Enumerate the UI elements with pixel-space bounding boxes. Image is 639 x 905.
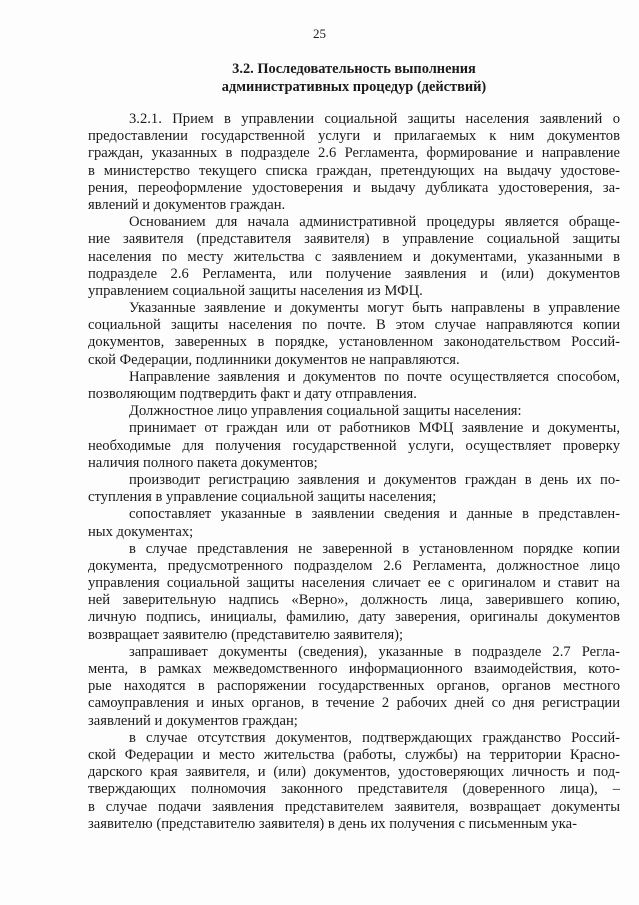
text-line: в случае представления не заверенной в установленном порядке копии — [129, 540, 620, 557]
body-text — [88, 111, 620, 833]
paragraph — [88, 300, 620, 369]
text-line: в случае отсутствия документов, подтверждающих гражданство Россий- — [129, 729, 620, 746]
section-heading — [88, 60, 620, 96]
text-line: социальной защиты населения по почте. В этом случае направляются копии — [88, 317, 620, 334]
text-line: производит регистрацию заявления и документов граждан в день их по- — [129, 471, 620, 488]
text-line: подразделе 2.6 Регламента, или получение заявления и (или) документов — [88, 265, 620, 282]
text-line: принимает от граждан или от работников МФЦ заявление и документы, — [129, 420, 620, 437]
text-line: 3.2.1. Прием в управлении социальной защиты населения заявлений о — [129, 111, 620, 127]
paragraph — [88, 369, 620, 403]
text-line: рые находятся в распоряжении государственных органов, органов местного — [88, 678, 620, 695]
text-line: ней заверительную надпись «Верно», должность лица, заверившего копию, — [88, 592, 620, 609]
paragraph — [88, 420, 620, 472]
text-line: ской Федерации и место жительства (работы, службы) на территории Красно- — [88, 746, 620, 763]
section-heading-line: 3.2. Последовательность выполнения — [232, 61, 476, 77]
text-line: предоставлении государственной услуги и прилагаемых к ним документов — [88, 128, 620, 145]
paragraph — [88, 111, 620, 214]
text-line: необходимые для получения государственной услуги, осуществляет проверку — [88, 437, 620, 454]
text-line: тверждающих полномочия законного представителя (доверенного лица), – — [88, 781, 620, 798]
paragraph — [88, 472, 620, 506]
text-line: сопоставляет указанные в заявлении сведения и данные в представлен- — [129, 506, 620, 523]
text-line: мента, в рамках межведомственного информационного взаимодействия, кото- — [88, 661, 620, 677]
text-line: личную подпись, инициалы, фамилию, дату заверения, оригиналы документов — [88, 609, 620, 626]
text-line: возвращает заявителю (представителю заявителя); — [88, 626, 404, 643]
text-line: граждан, указанных в подразделе 2.6 Регламента, формирование и направление — [88, 145, 620, 162]
text-line: наличия полного пакета документов; — [88, 454, 318, 471]
text-line: дарского края заявителя, и (или) документов, удостоверяющих личность и под- — [88, 764, 620, 781]
paragraph — [88, 506, 620, 540]
text-line: ных документах; — [88, 523, 194, 540]
text-line: управления социальной защиты населения сличает ее с оригиналом и ставит на — [88, 575, 620, 592]
text-line: населения по месту жительства с заявлением и документами, указанными в — [88, 248, 620, 265]
paragraph — [88, 403, 620, 420]
text-line: ступления в управление социальной защиты населения; — [88, 489, 437, 506]
text-line: управлением социальной защиты населения из МФЦ. — [88, 282, 423, 299]
text-line: документов, заверенных в порядке, установленном законодательством Россий- — [88, 334, 620, 351]
text-line: ние заявителя (представителя заявителя) в управление социальной защиты — [88, 231, 620, 248]
text-line: запрашивает документы (сведения), указанные в подразделе 2.7 Регла- — [129, 643, 620, 660]
paragraph — [88, 644, 620, 730]
text-line: в случае подачи заявления представителем заявителя, возвращает документы — [88, 798, 620, 815]
paragraph — [88, 730, 620, 833]
text-line: документа, предусмотренного подразделом 2.6 Регламента, должностное лицо — [88, 557, 620, 574]
text-line: самоуправления и иных органов, в течение 2 рабочих дней со дня регистрации — [88, 695, 620, 712]
text-line: Направление заявления и документов по почте осуществляется способом, — [129, 368, 620, 385]
text-line: Должностное лицо управления социальной защиты населения: — [129, 403, 522, 420]
section-heading-line: административных процедур (действий) — [221, 79, 487, 95]
text-line: позволяющим подтвердить факт и дату отправления. — [88, 386, 417, 402]
text-line: Основанием для начала административной процедуры является обраще- — [129, 214, 620, 231]
text-line: рения, переоформление удостоверения и выдачу дубликата удостоверения, за- — [88, 179, 620, 196]
text-line: Указанные заявление и документы могут быть направлены в управление — [129, 300, 620, 317]
text-line: явлений и документов граждан. — [88, 196, 286, 213]
text-line: в министерство текущего списка граждан, претендующих на выдачу удостове- — [88, 162, 620, 179]
paragraph — [88, 541, 620, 644]
page-number: 25 — [313, 26, 326, 41]
text-line: заявителю (представителю заявителя) в день их получения с письменным ука- — [88, 815, 577, 832]
text-line: заявлений и документов граждан; — [88, 712, 298, 729]
paragraph — [88, 214, 620, 300]
text-line: ской Федерации, подлинники документов не направляются. — [88, 351, 460, 368]
